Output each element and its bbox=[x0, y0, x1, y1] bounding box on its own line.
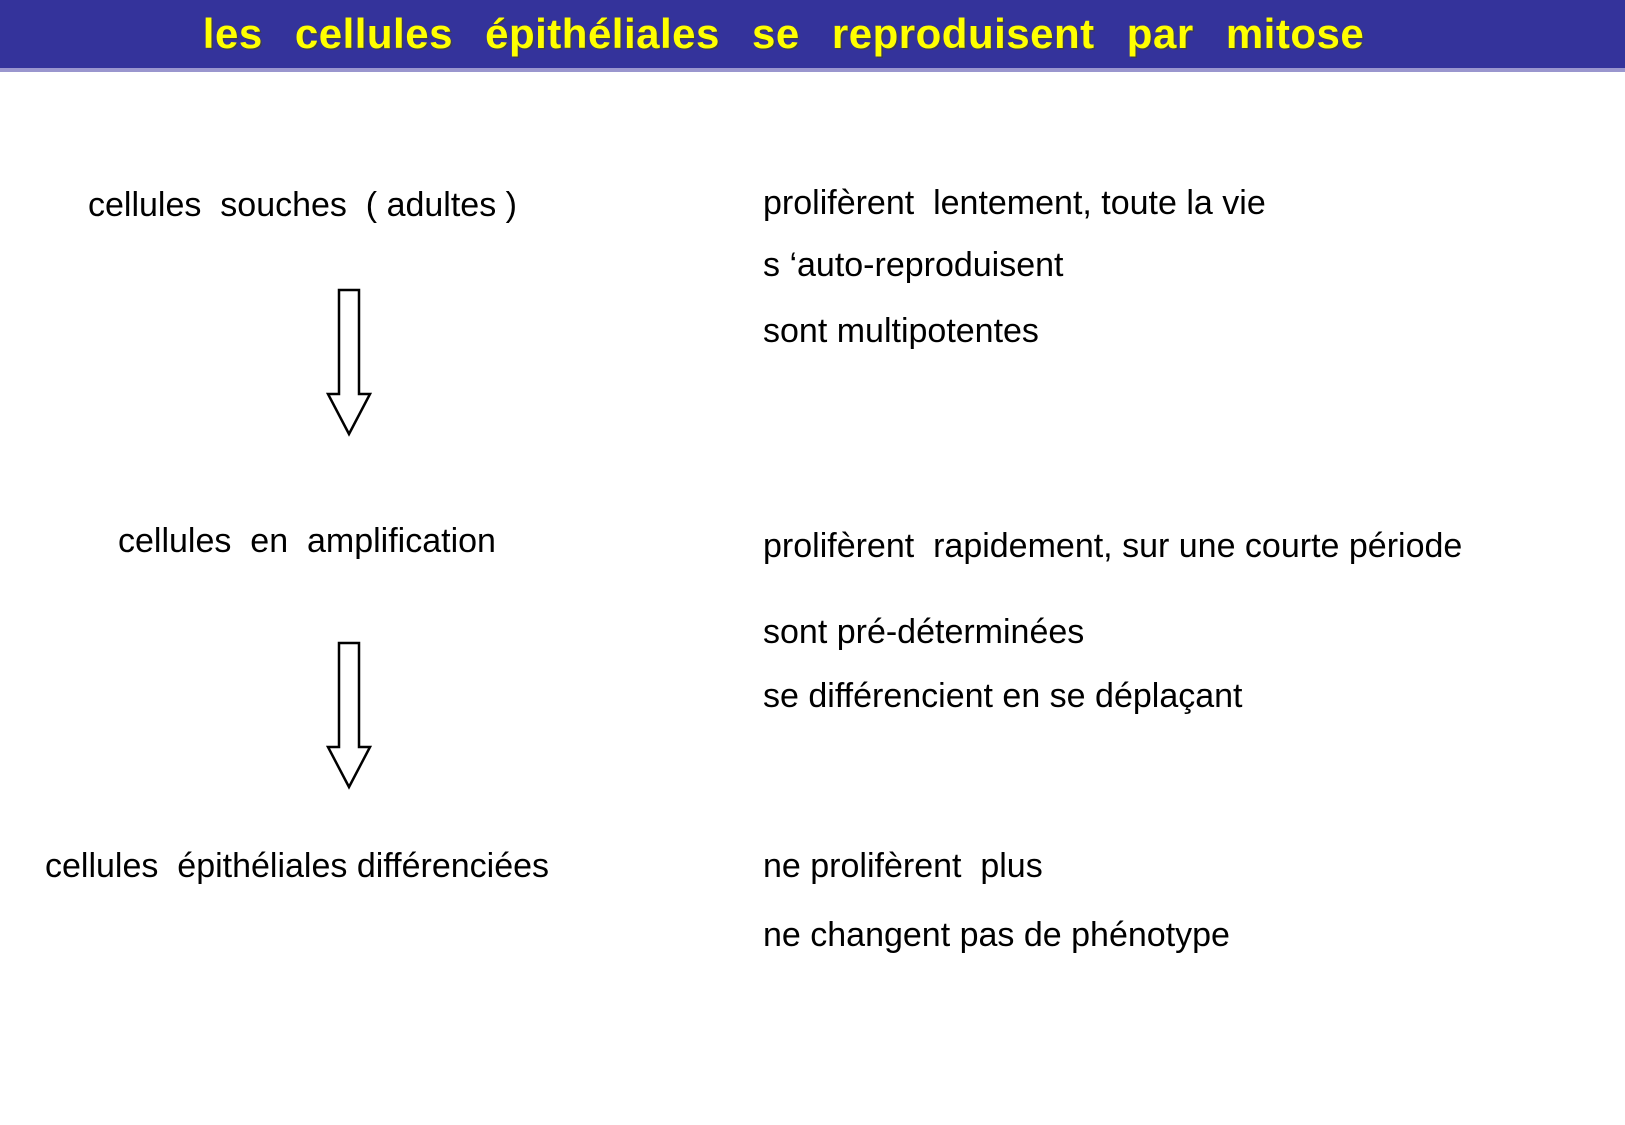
property-amplifying-predetermined: sont pré-déterminées bbox=[763, 613, 1085, 651]
property-stem-multipotent: sont multipotentes bbox=[763, 312, 1039, 350]
slide-title: les cellules épithéliales se reproduisent par mitose bbox=[202, 10, 1365, 57]
stage-label-differentiated-cells: cellules épithéliales différenciées bbox=[45, 847, 550, 885]
stage-label-stem-cells: cellules souches ( adultes ) bbox=[88, 186, 517, 224]
down-arrow-icon bbox=[323, 287, 375, 437]
property-differentiated-no-proliferation: ne prolifèrent plus bbox=[763, 847, 1043, 885]
down-arrow-icon bbox=[323, 640, 375, 790]
property-differentiated-stable-phenotype: ne changent pas de phénotype bbox=[763, 916, 1230, 954]
stage-label-amplifying-cells: cellules en amplification bbox=[118, 522, 496, 560]
property-stem-proliferation: prolifèrent lentement, toute la vie bbox=[763, 184, 1266, 222]
property-amplifying-proliferation: prolifèrent rapidement, sur une courte période bbox=[763, 527, 1463, 565]
property-amplifying-differentiation: se différencient en se déplaçant bbox=[763, 677, 1243, 715]
property-stem-self-renewal: s ‘auto-reproduisent bbox=[763, 246, 1064, 284]
title-banner bbox=[0, 0, 1625, 72]
